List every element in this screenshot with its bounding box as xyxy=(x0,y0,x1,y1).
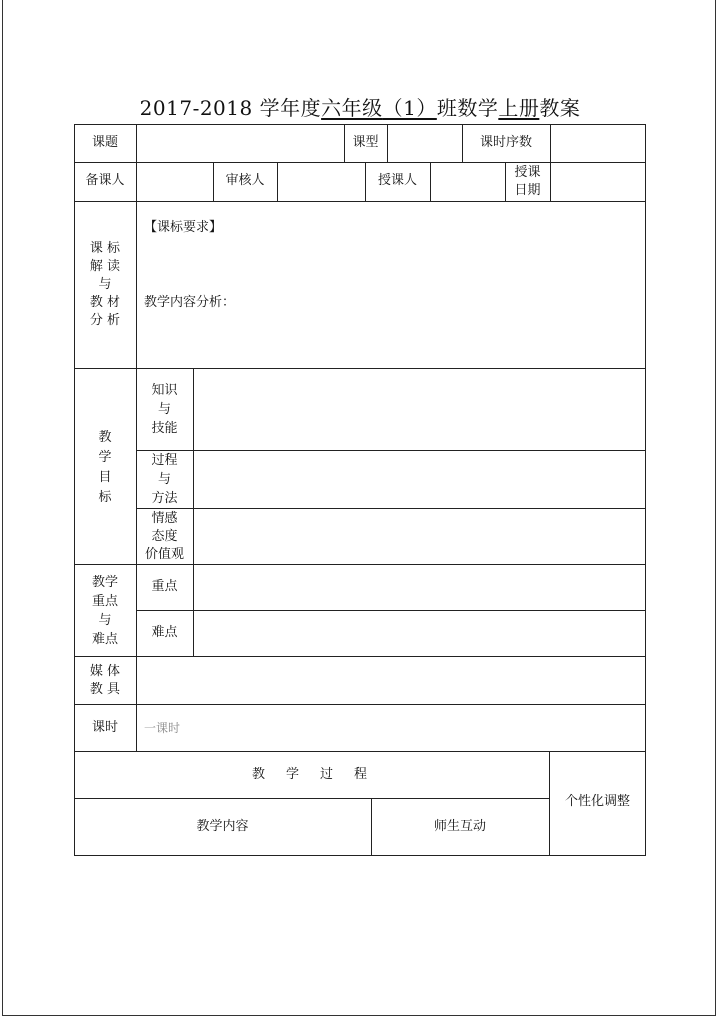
label-lesson-type: 课型 xyxy=(352,135,379,150)
row-divider xyxy=(74,751,646,752)
table-border-top xyxy=(74,124,646,125)
label-process: 过程 xyxy=(151,453,178,468)
label-teacher: 授课人 xyxy=(377,173,417,188)
col-divider xyxy=(430,162,431,201)
label-emotion: 情感 xyxy=(151,511,178,526)
page-title xyxy=(0,92,720,121)
label-topic: 课题 xyxy=(91,135,118,150)
label-keypoints-line: 与 xyxy=(98,613,112,628)
label-knowledge: 与 xyxy=(157,402,171,417)
label-teaching-content: 教学内容 xyxy=(196,819,249,834)
row-divider xyxy=(74,368,646,369)
label-lesson-number: 课时序数 xyxy=(479,135,532,150)
table-border-bottom xyxy=(74,855,646,856)
col-divider xyxy=(387,124,388,162)
label-date-line2: 日期 xyxy=(514,183,541,198)
label-reviewer: 审核人 xyxy=(225,173,265,188)
label-emotion: 态度 xyxy=(151,529,178,544)
title-volume: 上册 xyxy=(498,96,540,120)
label-standards-line: 教 材 xyxy=(89,295,121,310)
label-process: 方法 xyxy=(151,491,178,506)
label-period: 课时 xyxy=(91,720,118,735)
row-divider xyxy=(74,656,646,657)
label-process: 与 xyxy=(157,472,171,487)
label-keypoints-line: 重点 xyxy=(91,594,118,609)
label-interaction: 师生互动 xyxy=(433,819,486,834)
label-objectives-line: 标 xyxy=(98,490,112,505)
label-standards-line: 解 读 xyxy=(89,259,121,274)
title-year: 2017-2018 学年度 xyxy=(139,96,322,120)
title-end: 教案 xyxy=(539,96,581,120)
process-heading: 教 学 过 程 xyxy=(251,767,371,782)
label-emotion: 价值观 xyxy=(144,547,184,562)
label-standards-line: 与 xyxy=(98,277,112,292)
label-preparer: 备课人 xyxy=(85,173,125,188)
row-divider xyxy=(136,610,646,611)
col-divider xyxy=(193,368,194,656)
label-objectives-line: 学 xyxy=(98,450,112,465)
table-border-right xyxy=(645,124,646,856)
label-difficult-point: 难点 xyxy=(151,625,178,640)
row-divider xyxy=(74,704,646,705)
title-grade: 六年级 xyxy=(321,96,383,120)
label-personalized-adjustment: 个性化调整 xyxy=(564,794,630,809)
label-media-line: 教 具 xyxy=(89,682,121,697)
row-divider xyxy=(74,564,646,565)
row-divider xyxy=(136,450,646,451)
col-divider xyxy=(550,124,551,201)
col-divider xyxy=(277,162,278,201)
row-divider xyxy=(74,162,646,163)
standards-requirements-heading: 【课标要求】 xyxy=(144,220,223,235)
label-keypoints-line: 教学 xyxy=(91,575,118,590)
label-knowledge: 技能 xyxy=(151,421,178,436)
label-objectives-line: 目 xyxy=(98,470,112,485)
row-divider xyxy=(136,508,646,509)
label-media-line: 媒 体 xyxy=(89,664,121,679)
title-subject: 班数学 xyxy=(436,96,499,120)
label-standards-line: 课 标 xyxy=(89,241,121,256)
label-objectives-line: 教 xyxy=(98,430,112,445)
label-date-line1: 授课 xyxy=(514,165,541,180)
title-class: （1） xyxy=(382,96,437,120)
label-standards-line: 分 析 xyxy=(89,313,121,328)
content-analysis-heading: 教学内容分析： xyxy=(144,295,236,310)
period-value: 一课时 xyxy=(144,721,181,735)
lesson-plan-table xyxy=(74,124,646,856)
label-key-point: 重点 xyxy=(151,579,178,594)
label-keypoints-line: 难点 xyxy=(91,632,118,647)
label-knowledge: 知识 xyxy=(151,383,178,398)
row-divider xyxy=(74,798,549,799)
row-divider xyxy=(74,201,646,202)
